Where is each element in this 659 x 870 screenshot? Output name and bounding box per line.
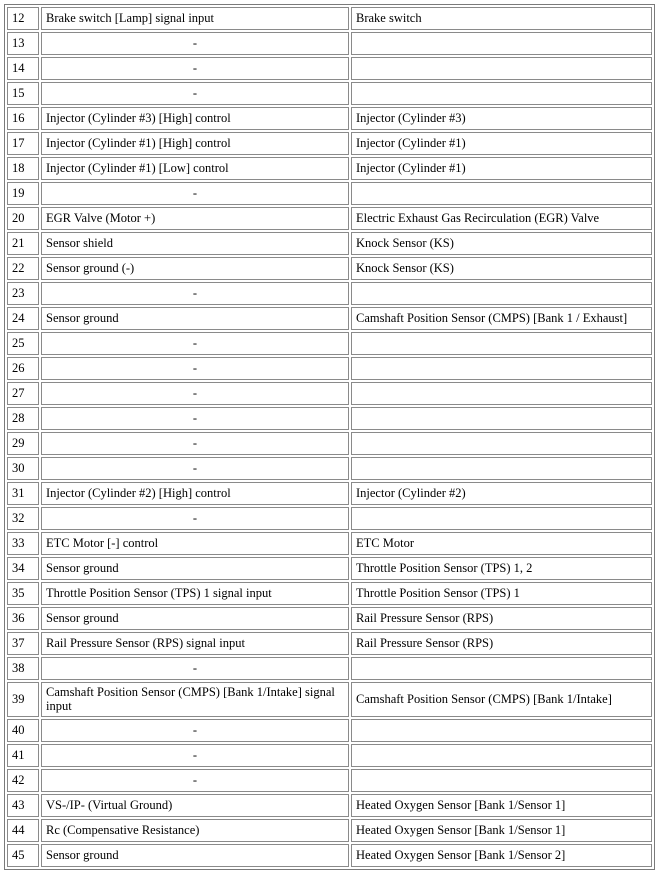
table-row — [7, 844, 652, 867]
signal-description-cell: VS-/IP- (Virtual Ground) — [41, 794, 349, 817]
connected-component-cell: ETC Motor — [351, 532, 652, 555]
pin-number-cell: 30 — [7, 457, 39, 480]
table-row — [7, 257, 652, 280]
signal-description-cell: - — [41, 282, 349, 305]
table-row — [7, 482, 652, 505]
signal-description-cell: Brake switch [Lamp] signal input — [41, 7, 349, 30]
table-row — [7, 357, 652, 380]
pin-number-cell: 43 — [7, 794, 39, 817]
connected-component-cell — [351, 182, 652, 205]
pin-number-cell: 18 — [7, 157, 39, 180]
connected-component-cell: Knock Sensor (KS) — [351, 257, 652, 280]
connected-component-cell: Throttle Position Sensor (TPS) 1 — [351, 582, 652, 605]
connected-component-cell: Electric Exhaust Gas Recirculation (EGR) Valve — [351, 207, 652, 230]
pin-number-cell: 35 — [7, 582, 39, 605]
connected-component-cell — [351, 769, 652, 792]
signal-description-cell: Sensor ground — [41, 557, 349, 580]
table-row — [7, 132, 652, 155]
signal-description-cell: - — [41, 507, 349, 530]
connected-component-cell: Injector (Cylinder #3) — [351, 107, 652, 130]
table-row — [7, 232, 652, 255]
connected-component-cell — [351, 457, 652, 480]
connected-component-cell: Camshaft Position Sensor (CMPS) [Bank 1/Intake] — [351, 682, 652, 717]
connected-component-cell: Brake switch — [351, 7, 652, 30]
pin-number-cell: 14 — [7, 57, 39, 80]
signal-description-cell: - — [41, 407, 349, 430]
table-row — [7, 57, 652, 80]
signal-description-cell: Sensor ground (-) — [41, 257, 349, 280]
pin-number-cell: 40 — [7, 719, 39, 742]
pin-number-cell: 29 — [7, 432, 39, 455]
signal-description-cell: - — [41, 769, 349, 792]
table-row — [7, 282, 652, 305]
pin-number-cell: 23 — [7, 282, 39, 305]
signal-description-cell: Injector (Cylinder #1) [Low] control — [41, 157, 349, 180]
table-row — [7, 32, 652, 55]
pin-number-cell: 37 — [7, 632, 39, 655]
pin-number-cell: 22 — [7, 257, 39, 280]
pin-number-cell: 33 — [7, 532, 39, 555]
table-row — [7, 157, 652, 180]
connected-component-cell: Knock Sensor (KS) — [351, 232, 652, 255]
pin-number-cell: 19 — [7, 182, 39, 205]
connected-component-cell — [351, 357, 652, 380]
table-row — [7, 557, 652, 580]
connected-component-cell — [351, 32, 652, 55]
table-row — [7, 657, 652, 680]
signal-description-cell: - — [41, 744, 349, 767]
pin-number-cell: 44 — [7, 819, 39, 842]
connected-component-cell: Throttle Position Sensor (TPS) 1, 2 — [351, 557, 652, 580]
signal-description-cell: Injector (Cylinder #3) [High] control — [41, 107, 349, 130]
connected-component-cell — [351, 432, 652, 455]
signal-description-cell: ETC Motor [-] control — [41, 532, 349, 555]
signal-description-cell: Camshaft Position Sensor (CMPS) [Bank 1/Intake] signal input — [41, 682, 349, 717]
pin-number-cell: 28 — [7, 407, 39, 430]
connected-component-cell: Injector (Cylinder #1) — [351, 157, 652, 180]
table-row — [7, 182, 652, 205]
connected-component-cell: Rail Pressure Sensor (RPS) — [351, 607, 652, 630]
connected-component-cell — [351, 57, 652, 80]
pin-number-cell: 24 — [7, 307, 39, 330]
table-row — [7, 457, 652, 480]
pin-number-cell: 42 — [7, 769, 39, 792]
pin-number-cell: 20 — [7, 207, 39, 230]
table-row — [7, 507, 652, 530]
signal-description-cell: Sensor ground — [41, 607, 349, 630]
connected-component-cell: Heated Oxygen Sensor [Bank 1/Sensor 1] — [351, 819, 652, 842]
signal-description-cell: Sensor shield — [41, 232, 349, 255]
connected-component-cell — [351, 282, 652, 305]
connected-component-cell: Injector (Cylinder #2) — [351, 482, 652, 505]
pin-number-cell: 27 — [7, 382, 39, 405]
pin-number-cell: 31 — [7, 482, 39, 505]
signal-description-cell: EGR Valve (Motor +) — [41, 207, 349, 230]
pin-number-cell: 34 — [7, 557, 39, 580]
connected-component-cell: Heated Oxygen Sensor [Bank 1/Sensor 2] — [351, 844, 652, 867]
connector-pin-table — [4, 4, 655, 870]
signal-description-cell: - — [41, 82, 349, 105]
pin-number-cell: 16 — [7, 107, 39, 130]
pin-number-cell: 21 — [7, 232, 39, 255]
signal-description-cell: - — [41, 357, 349, 380]
pin-number-cell: 32 — [7, 507, 39, 530]
table-row — [7, 632, 652, 655]
pin-number-cell: 45 — [7, 844, 39, 867]
pin-number-cell: 17 — [7, 132, 39, 155]
pin-number-cell: 15 — [7, 82, 39, 105]
pin-number-cell: 12 — [7, 7, 39, 30]
connected-component-cell — [351, 82, 652, 105]
pin-number-cell: 36 — [7, 607, 39, 630]
signal-description-cell: Injector (Cylinder #1) [High] control — [41, 132, 349, 155]
pin-number-cell: 26 — [7, 357, 39, 380]
pin-table-container — [4, 4, 655, 870]
table-row — [7, 207, 652, 230]
table-row — [7, 719, 652, 742]
connected-component-cell — [351, 657, 652, 680]
signal-description-cell: - — [41, 182, 349, 205]
signal-description-cell: Sensor ground — [41, 307, 349, 330]
connected-component-cell: Rail Pressure Sensor (RPS) — [351, 632, 652, 655]
table-row — [7, 794, 652, 817]
connected-component-cell — [351, 507, 652, 530]
connected-component-cell: Camshaft Position Sensor (CMPS) [Bank 1 / Exhaust] — [351, 307, 652, 330]
pin-number-cell: 13 — [7, 32, 39, 55]
pin-number-cell: 38 — [7, 657, 39, 680]
signal-description-cell: Rc (Compensative Resistance) — [41, 819, 349, 842]
signal-description-cell: Throttle Position Sensor (TPS) 1 signal input — [41, 582, 349, 605]
table-row — [7, 769, 652, 792]
table-row — [7, 432, 652, 455]
signal-description-cell: - — [41, 32, 349, 55]
connected-component-cell — [351, 407, 652, 430]
table-row — [7, 682, 652, 717]
pin-table-body — [7, 7, 652, 867]
signal-description-cell: - — [41, 432, 349, 455]
table-row — [7, 82, 652, 105]
table-row — [7, 407, 652, 430]
signal-description-cell: - — [41, 719, 349, 742]
signal-description-cell: Sensor ground — [41, 844, 349, 867]
table-row — [7, 819, 652, 842]
connected-component-cell — [351, 382, 652, 405]
pin-number-cell: 39 — [7, 682, 39, 717]
connected-component-cell: Injector (Cylinder #1) — [351, 132, 652, 155]
table-row — [7, 582, 652, 605]
signal-description-cell: Injector (Cylinder #2) [High] control — [41, 482, 349, 505]
table-row — [7, 744, 652, 767]
table-row — [7, 332, 652, 355]
pin-number-cell: 41 — [7, 744, 39, 767]
pin-number-cell: 25 — [7, 332, 39, 355]
connected-component-cell — [351, 332, 652, 355]
table-row — [7, 107, 652, 130]
connected-component-cell — [351, 719, 652, 742]
connected-component-cell — [351, 744, 652, 767]
signal-description-cell: - — [41, 457, 349, 480]
signal-description-cell: - — [41, 382, 349, 405]
table-row — [7, 532, 652, 555]
table-row — [7, 382, 652, 405]
signal-description-cell: - — [41, 57, 349, 80]
signal-description-cell: - — [41, 657, 349, 680]
connected-component-cell: Heated Oxygen Sensor [Bank 1/Sensor 1] — [351, 794, 652, 817]
table-row — [7, 7, 652, 30]
table-row — [7, 607, 652, 630]
signal-description-cell: - — [41, 332, 349, 355]
signal-description-cell: Rail Pressure Sensor (RPS) signal input — [41, 632, 349, 655]
table-row — [7, 307, 652, 330]
